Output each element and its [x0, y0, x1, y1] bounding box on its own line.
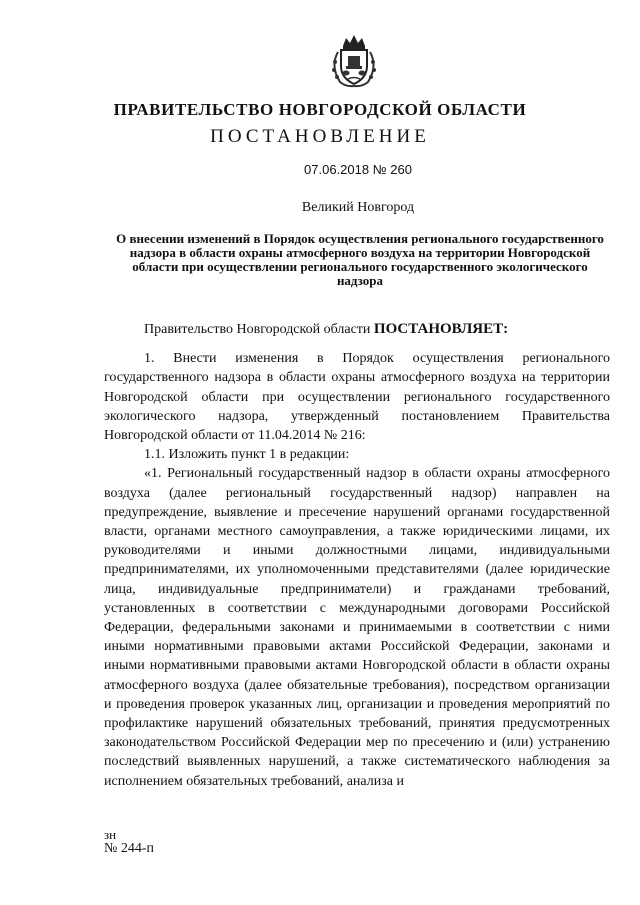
- document-footer: [104, 828, 154, 856]
- organization-title: ПРАВИТЕЛЬСТВО НОВГОРОДСКОЙ ОБЛАСТИ: [113, 100, 527, 119]
- intro-text: Правительство Новгородской области: [144, 322, 374, 337]
- document-subject: О внесении изменений в Порядок осуществления регионального государственного надзора в области охраны атмосферного воздуха на территории Новгородской области при осуществлении регионального государственного экологического надзора: [116, 231, 604, 288]
- resolution-intro: [104, 320, 610, 339]
- document-type: ПОСТАНОВЛЕНИЕ: [210, 126, 430, 147]
- intro-resolves: ПОСТАНОВЛЯЕТ:: [373, 321, 509, 337]
- internal-doc-number: № 244-п: [104, 841, 155, 856]
- paragraph-1: 1. Внести изменения в Порядок осуществления регионального государственного надзора в области охраны атмосферного воздуха на территории Новгородской области при осуществлении регионального государственного экологического надзора, утвержденный постановлением Правительства Новгородской области от 11.04.2014 № 216:: [104, 351, 610, 444]
- document-body: [104, 320, 610, 791]
- paragraph-quote: «1. Региональный государственный надзор в области охраны атмосферного воздуха (далее региональный государственный надзор) направлен на предупреждение, выявление и пресечение нарушений органами государственной власти, органами местного самоуправления, а также юридическими лицами, их руководителями и иными должностными лицами, индивидуальными предпринимателями, их уполномоченными представителями (далее юридические лица, индивидуальные предприниматели) и гражданами требований, установленных в соответствии с международными договорами Российской Федерации, федеральными законами и принимаемыми в соответствии с ними иными нормативными правовыми актами Российской Федерации, законами и иными нормативными правовыми актами Новгородской области в области охраны атмосферного воздуха (далее обязательные требования), посредством организации и проведения проверок указанных лиц, организации и проведения мероприятий по профилактике нарушений обязательных требований, принятия предусмотренных законодательством Российской Федерации мер по пресечению и (или) устранению последствий выявленных нарушений, а также систематического наблюдения за исполнением обязательных требований, анализа и: [104, 466, 610, 789]
- document-place: Великий Новгород: [301, 200, 415, 215]
- paragraph-1-1: 1.1. Изложить пункт 1 в редакции:: [144, 447, 350, 463]
- novgorod-coat-of-arms-icon: [326, 32, 382, 88]
- executor-initials: зн: [104, 827, 117, 842]
- document-date-number: 07.06.2018 № 260: [304, 162, 412, 177]
